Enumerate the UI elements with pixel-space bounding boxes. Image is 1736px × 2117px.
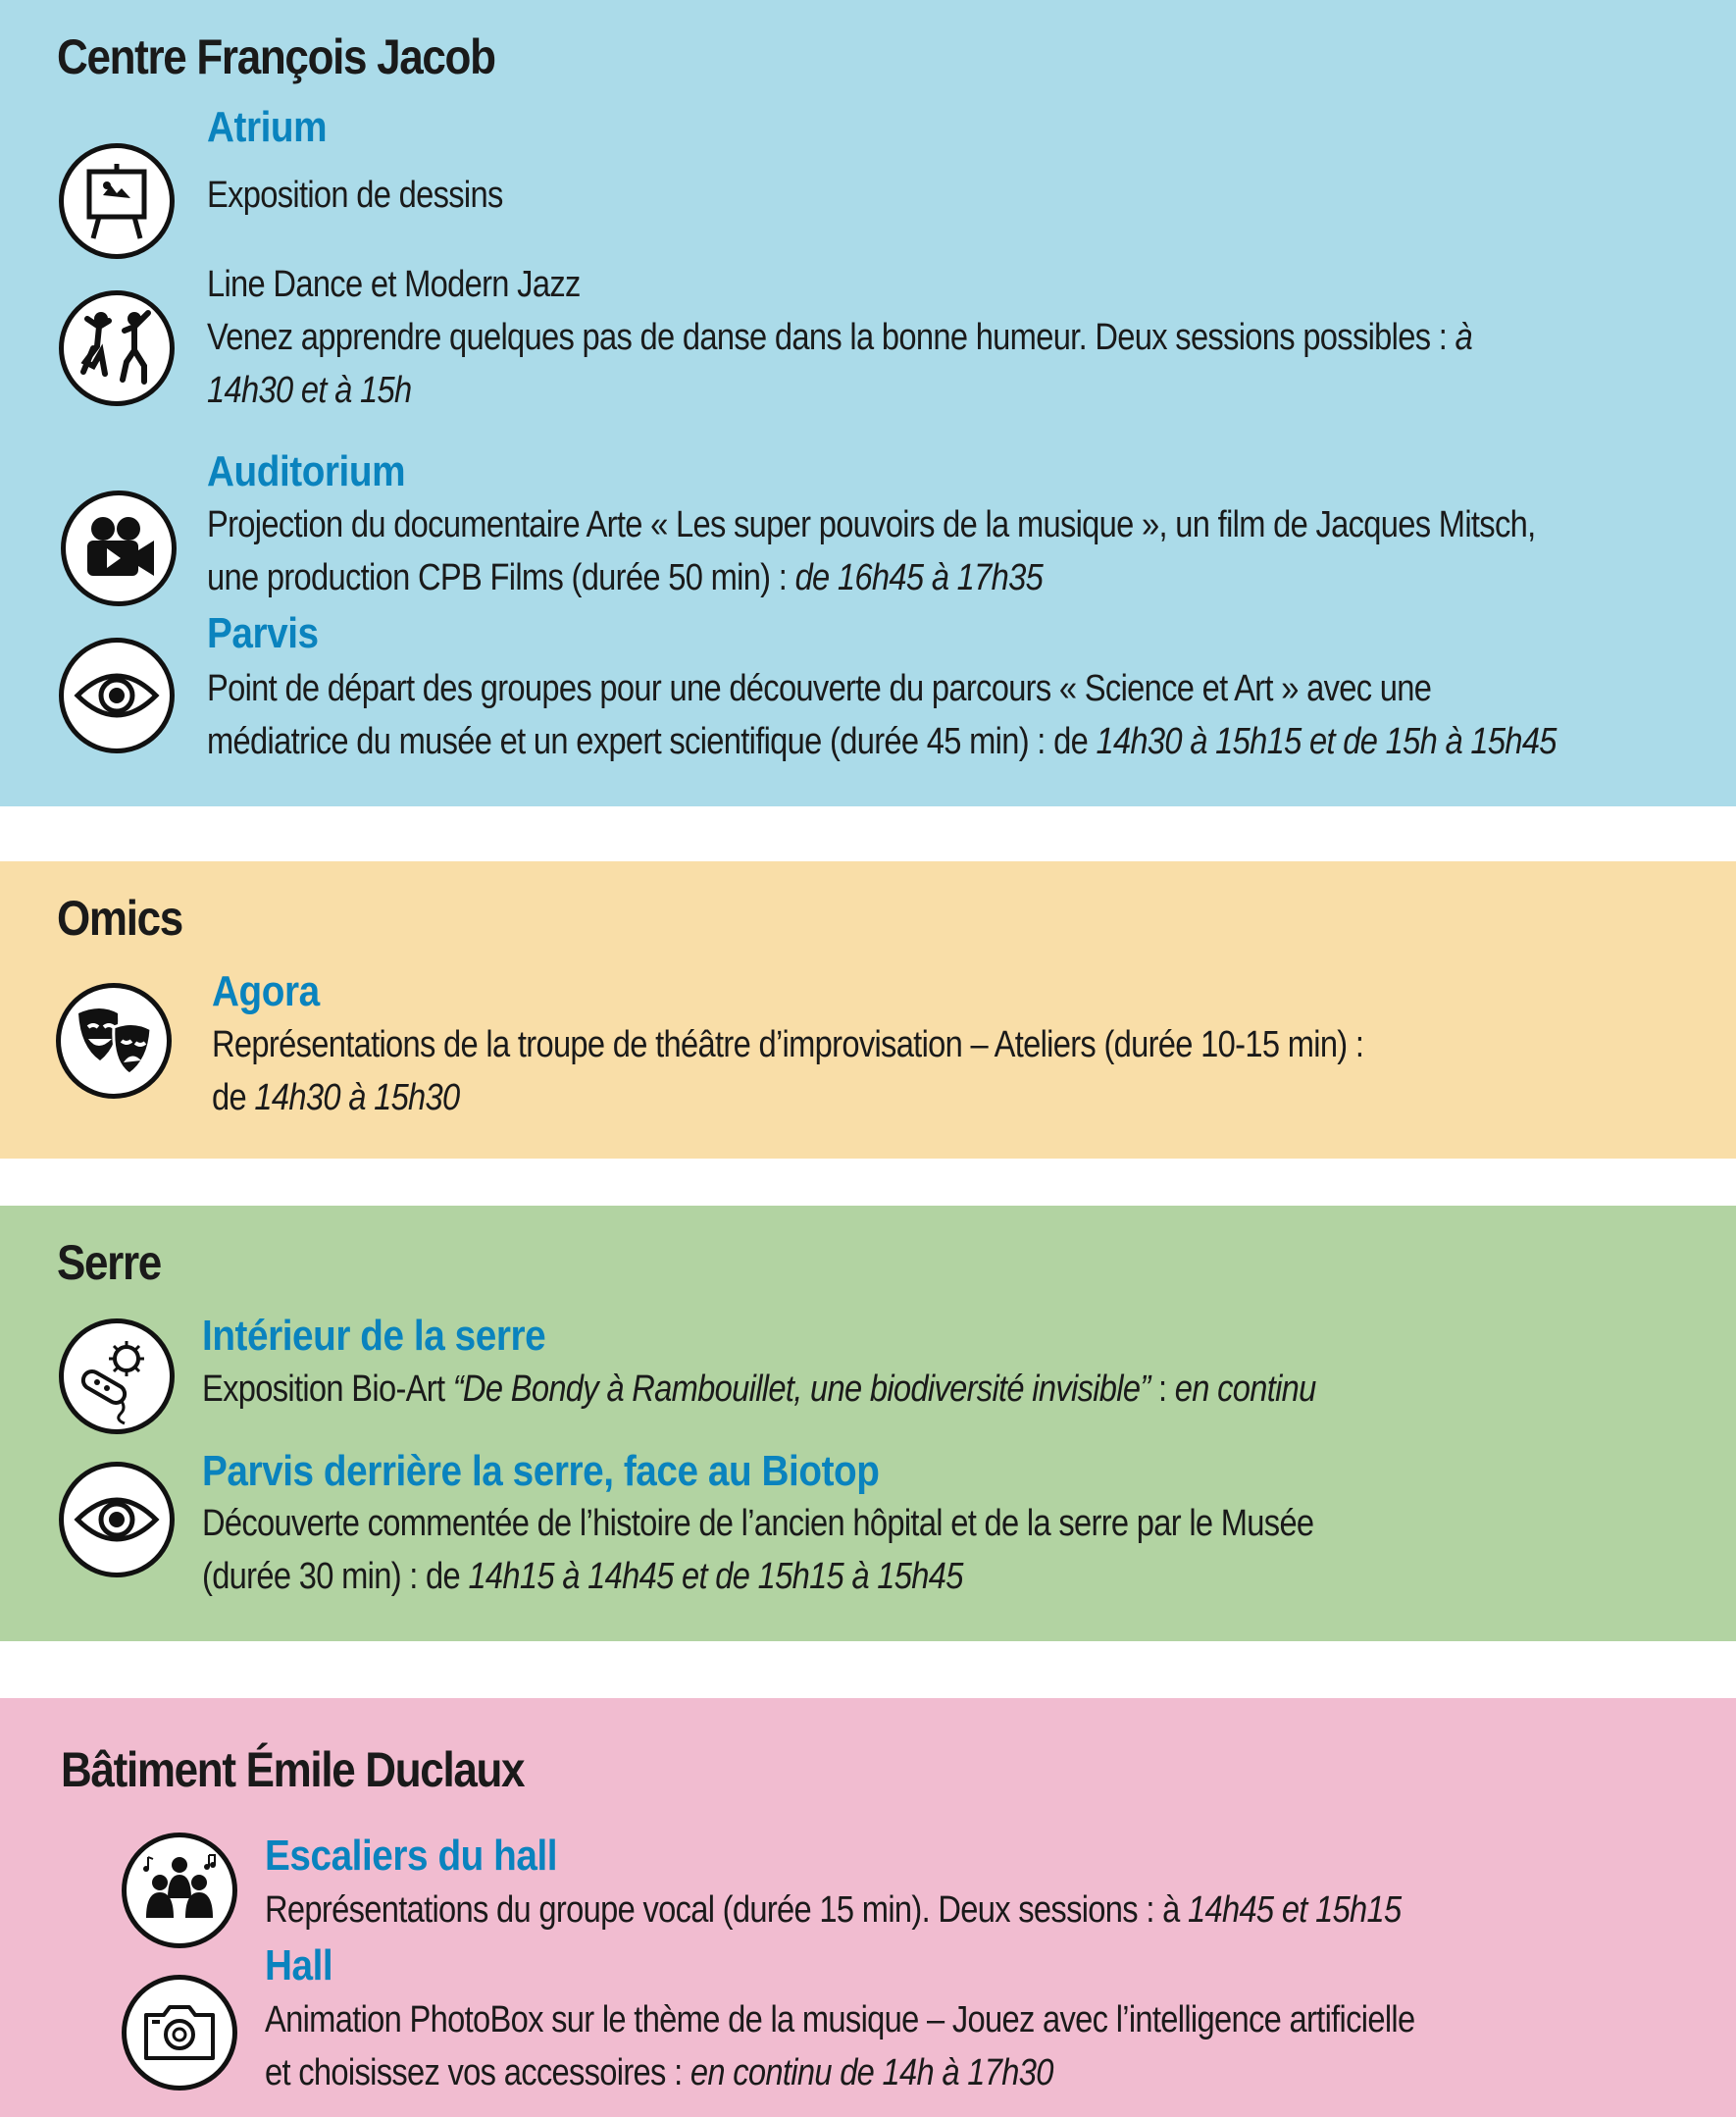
text-line: Exposition de dessins (207, 175, 503, 216)
text-line: une production CPB Films (durée 50 min) : de 16h45 à 17h35 (207, 557, 1044, 598)
eye-icon (59, 1462, 175, 1577)
camera-icon (122, 1975, 237, 2091)
section-title: Bâtiment Émile Duclaux (61, 1742, 525, 1797)
location-heading-auditorium: Auditorium (207, 447, 406, 495)
easel-painting-icon (59, 143, 175, 259)
text-line: Représentations du groupe vocal (durée 15 min). Deux sessions : à 14h45 et 15h15 (265, 1889, 1402, 1931)
text-line: Découverte commentée de l’histoire de l’ancien hôpital et de la serre par le Musée (202, 1503, 1314, 1544)
section-title: Omics (57, 891, 182, 946)
text-line: Exposition Bio-Art “De Bondy à Rambouillet, une biodiversité invisible” : en continu (202, 1368, 1316, 1410)
text-line: médiatrice du musée et un expert scientifique (durée 45 min) : de 14h30 à 15h15 et de 15h à 15h45 (207, 721, 1557, 762)
text-line: Projection du documentaire Arte « Les super pouvoirs de la musique », un film de Jacques Mitsch, (207, 504, 1536, 545)
theater-masks-icon (56, 983, 172, 1099)
choir-group-icon (122, 1833, 237, 1948)
section-title: Serre (57, 1235, 161, 1290)
text-line: Line Dance et Modern Jazz (207, 264, 581, 305)
text-line: (durée 30 min) : de 14h15 à 14h45 et de 15h15 à 15h45 (202, 1556, 963, 1597)
location-heading-interieur-serre: Intérieur de la serre (202, 1312, 546, 1360)
section-centre-francois-jacob (0, 0, 1736, 806)
text-line: Venez apprendre quelques pas de danse dans la bonne humeur. Deux sessions possibles : à (207, 317, 1473, 358)
text-line: Animation PhotoBox sur le thème de la musique – Jouez avec l’intelligence artificielle (265, 1999, 1415, 2040)
location-heading-parvis-serre: Parvis derrière la serre, face au Biotop (202, 1447, 880, 1495)
microbe-icon (59, 1318, 175, 1434)
location-heading-parvis: Parvis (207, 609, 319, 657)
video-camera-icon (61, 491, 177, 606)
text-line: 14h30 et à 15h (207, 370, 412, 411)
location-heading-escaliers-hall: Escaliers du hall (265, 1832, 558, 1880)
text-line: Représentations de la troupe de théâtre d’improvisation – Ateliers (durée 10-15 min) : (212, 1024, 1364, 1065)
location-heading-hall: Hall (265, 1941, 333, 1989)
text-line: de 14h30 à 15h30 (212, 1077, 460, 1118)
location-heading-agora: Agora (212, 967, 320, 1015)
section-batiment-emile-duclaux (0, 1698, 1736, 2117)
text-line: Point de départ des groupes pour une découverte du parcours « Science et Art » avec une (207, 668, 1432, 709)
section-serre (0, 1206, 1736, 1641)
text-line: et choisissez vos accessoires : en continu de 14h à 17h30 (265, 2052, 1053, 2093)
dancers-icon (59, 290, 175, 406)
eye-icon (59, 638, 175, 753)
location-heading-atrium: Atrium (207, 103, 328, 151)
section-omics (0, 861, 1736, 1159)
section-title: Centre François Jacob (57, 29, 495, 84)
